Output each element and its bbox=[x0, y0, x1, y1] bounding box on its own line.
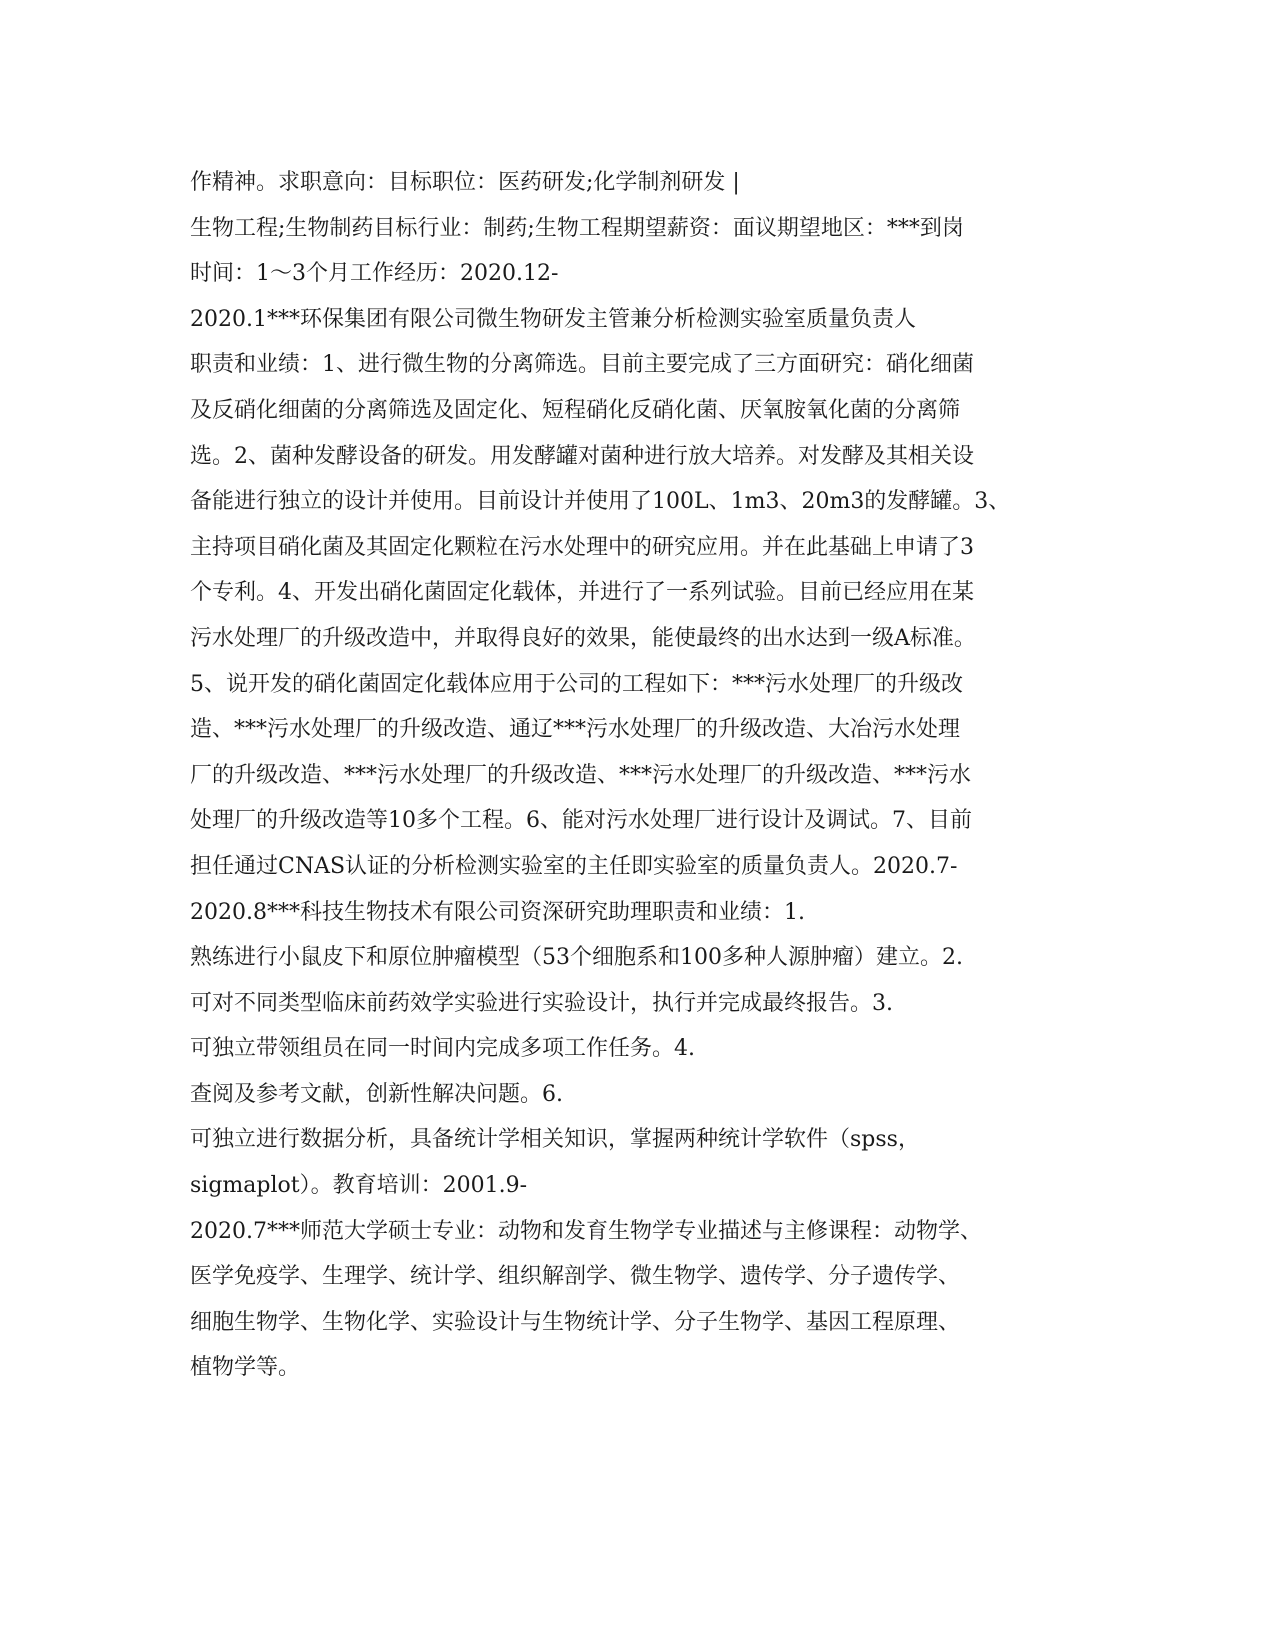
text-line: 2020.8***科技生物技术有限公司资深研究助理职责和业绩：1. bbox=[190, 899, 805, 925]
text-line: 时间：1～3个月工作经历：2020.12- bbox=[190, 261, 559, 287]
text-line: 细胞生物学、生物化学、实验设计与生物统计学、分子生物学、基因工程原理、 bbox=[190, 1309, 961, 1335]
text-line: 个专利。4、开发出硝化菌固定化载体，并进行了一系列试验。目前已经应用在某 bbox=[190, 580, 974, 606]
text-line: 及反硝化细菌的分离筛选及固定化、短程硝化反硝化菌、厌氧胺氧化菌的分离筛 bbox=[190, 397, 961, 423]
text-line: 选。2、菌种发酵设备的研发。用发酵罐对菌种进行放大培养。对发酵及其相关设 bbox=[190, 443, 974, 469]
document-body bbox=[190, 160, 1080, 1391]
text-line: 医学免疫学、生理学、统计学、组织解剖学、微生物学、遗传学、分子遗传学、 bbox=[190, 1264, 961, 1290]
text-line: 处理厂的升级改造等10多个工程。6、能对污水处理厂进行设计及调试。7、目前 bbox=[190, 808, 972, 834]
text-line: 作精神。求职意向：目标职位：医药研发;化学制剂研发 | bbox=[190, 170, 740, 195]
text-line: 5、说开发的硝化菌固定化载体应用于公司的工程如下：***污水处理厂的升级改 bbox=[190, 671, 963, 697]
text-line: 厂的升级改造、***污水处理厂的升级改造、***污水处理厂的升级改造、***污水 bbox=[190, 762, 972, 788]
text-line: 熟练进行小鼠皮下和原位肿瘤模型（53个细胞系和100多种人源肿瘤）建立。2. bbox=[190, 945, 963, 971]
text-line: 可对不同类型临床前药效学实验进行实验设计，执行并完成最终报告。3. bbox=[190, 990, 893, 1016]
text-line: 备能进行独立的设计并使用。目前设计并使用了100L、1m3、20m3的发酵罐。3、 bbox=[190, 489, 1011, 515]
text-line: 污水处理厂的升级改造中，并取得良好的效果，能使最终的出水达到一级A标准。 bbox=[190, 625, 976, 651]
text-line: 可独立带领组员在同一时间内完成多项工作任务。4. bbox=[190, 1036, 695, 1062]
text-line: 担任通过CNAS认证的分析检测实验室的主任即实验室的质量负责人。2020.7- bbox=[190, 853, 958, 879]
text-line: 生物工程;生物制药目标行业：制药;生物工程期望薪资：面议期望地区：***到岗 bbox=[190, 215, 964, 241]
text-line: 植物学等。 bbox=[190, 1355, 301, 1381]
text-line: 查阅及参考文献，创新性解决问题。6. bbox=[190, 1081, 563, 1107]
text-line: 职责和业绩：1、进行微生物的分离筛选。目前主要完成了三方面研究：硝化细菌 bbox=[190, 352, 974, 378]
text-line: 可独立进行数据分析，具备统计学相关知识，掌握两种统计学软件（spss， bbox=[190, 1127, 920, 1153]
text-line: 主持项目硝化菌及其固定化颗粒在污水处理中的研究应用。并在此基础上申请了3 bbox=[190, 534, 974, 560]
text-line: 造、***污水处理厂的升级改造、通辽***污水处理厂的升级改造、大冶污水处理 bbox=[190, 717, 961, 743]
text-line: sigmaplot）。教育培训：2001.9- bbox=[190, 1173, 528, 1199]
text-line: 2020.1***环保集团有限公司微生物研发主管兼分析检测实验室质量负责人 bbox=[190, 306, 916, 332]
text-line: 2020.7***师范大学硕士专业：动物和发育生物学专业描述与主修课程：动物学、 bbox=[190, 1218, 982, 1244]
